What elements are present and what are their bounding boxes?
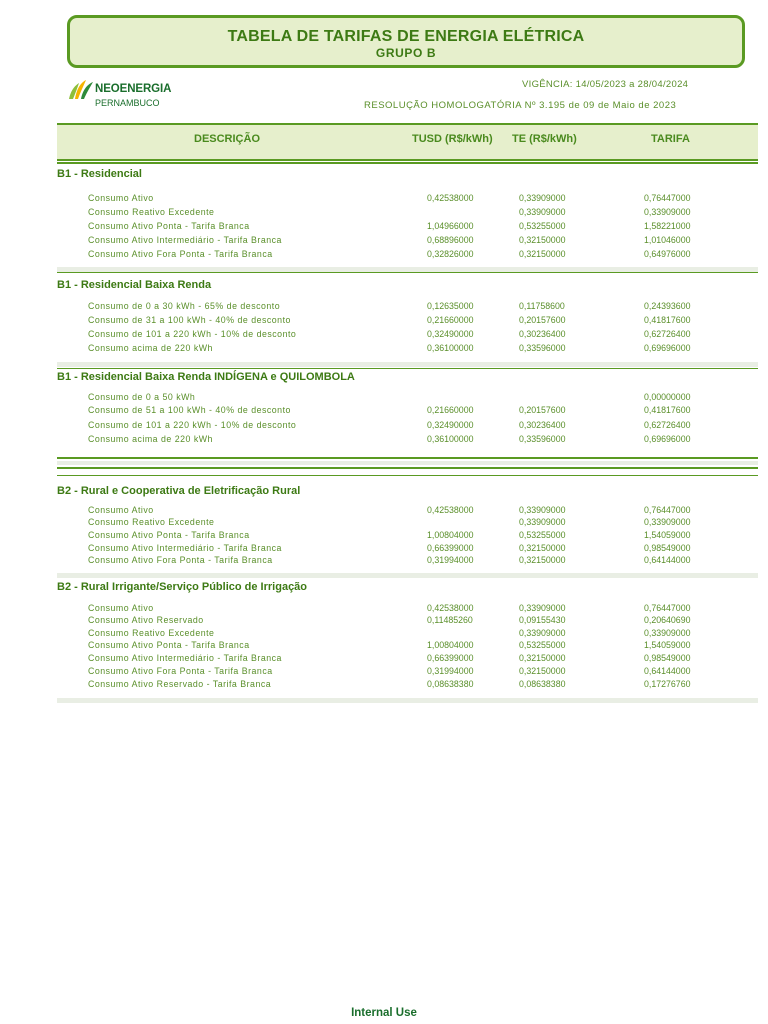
column-header-descricao: DESCRIÇÃO	[194, 133, 261, 145]
row-tarifa: 0,41817600	[644, 405, 691, 415]
table-row	[0, 405, 768, 418]
row-te: 0,30236400	[519, 329, 566, 339]
brand-region: PERNAMBUCO	[95, 98, 160, 108]
group-divider	[57, 457, 758, 459]
row-description: Consumo Ativo Ponta - Tarifa Branca	[88, 221, 250, 231]
row-tarifa: 0,98549000	[644, 653, 691, 663]
row-tusd: 0,32490000	[427, 420, 474, 430]
row-tarifa: 0,69696000	[644, 434, 691, 444]
row-tarifa: 1,54059000	[644, 530, 691, 540]
row-description: Consumo Ativo Ponta - Tarifa Branca	[88, 640, 250, 650]
row-description: Consumo Ativo Ponta - Tarifa Branca	[88, 530, 250, 540]
row-te: 0,53255000	[519, 530, 566, 540]
row-tusd: 0,21660000	[427, 405, 474, 415]
brand-name: NEOENERGIA	[95, 83, 172, 95]
row-te: 0,32150000	[519, 555, 566, 565]
table-row	[0, 249, 768, 262]
row-tarifa: 0,64144000	[644, 555, 691, 565]
row-te: 0,33596000	[519, 343, 566, 353]
row-tarifa: 0,24393600	[644, 301, 691, 311]
row-description: Consumo Ativo	[88, 505, 154, 515]
row-tarifa: 0,33909000	[644, 207, 691, 217]
row-description: Consumo Ativo Fora Ponta - Tarifa Branca	[88, 249, 273, 259]
row-tusd: 1,04966000	[427, 221, 474, 231]
column-header-tarifa: TARIFA	[651, 133, 690, 145]
row-description: Consumo Ativo	[88, 603, 154, 613]
section-title: B1 - Residencial Baixa Renda INDÍGENA e QUILOMBOLA	[57, 371, 355, 383]
row-description: Consumo Ativo Fora Ponta - Tarifa Branca	[88, 666, 273, 676]
row-te: 0,11758600	[519, 301, 565, 311]
row-description: Consumo Ativo Reservado - Tarifa Branca	[88, 679, 272, 689]
row-tarifa: 0,64144000	[644, 666, 691, 676]
row-te: 0,33909000	[519, 517, 566, 527]
column-header-te: TE (R$/kWh)	[512, 133, 577, 145]
row-te: 0,32150000	[519, 653, 566, 663]
group-divider	[57, 467, 758, 469]
row-tarifa: 0,00000000	[644, 392, 691, 402]
section-title: B2 - Rural Irrigante/Serviço Público de Irrigação	[57, 581, 308, 593]
section-title: B2 - Rural e Cooperativa de Eletrificação Rural	[57, 485, 301, 497]
row-description: Consumo de 51 a 100 kWh - 40% de desconto	[88, 405, 291, 415]
row-tarifa: 0,62726400	[644, 420, 691, 430]
row-tarifa: 0,33909000	[644, 628, 691, 638]
row-tarifa: 0,62726400	[644, 329, 691, 339]
row-tusd: 1,00804000	[427, 640, 474, 650]
row-tarifa: 0,76447000	[644, 505, 691, 515]
footer-classification: Internal Use	[351, 1007, 417, 1019]
table-row	[0, 530, 768, 543]
row-te: 0,08638380	[519, 679, 566, 689]
row-description: Consumo de 101 a 220 kWh - 10% de desconto	[88, 420, 297, 430]
table-row	[0, 301, 768, 314]
table-row	[0, 517, 768, 530]
section-band	[57, 573, 758, 578]
leaf-icon	[67, 77, 95, 103]
row-te: 0,33909000	[519, 628, 566, 638]
row-te: 0,32150000	[519, 249, 566, 259]
row-tusd: 0,36100000	[427, 343, 474, 353]
row-tusd: 0,42538000	[427, 193, 474, 203]
row-tusd: 0,08638380	[427, 679, 474, 689]
row-te: 0,30236400	[519, 420, 566, 430]
row-description: Consumo Ativo Reservado	[88, 615, 204, 625]
row-tusd: 0,31994000	[427, 666, 474, 676]
table-row	[0, 193, 768, 206]
row-te: 0,33909000	[519, 207, 566, 217]
row-te: 0,32150000	[519, 666, 566, 676]
row-te: 0,53255000	[519, 221, 566, 231]
row-tusd: 0,42538000	[427, 505, 474, 515]
row-te: 0,53255000	[519, 640, 566, 650]
row-tarifa: 0,17276760	[644, 679, 691, 689]
row-description: Consumo Reativo Excedente	[88, 517, 215, 527]
row-description: Consumo Ativo	[88, 193, 154, 203]
row-tusd: 0,31994000	[427, 555, 474, 565]
row-description: Consumo Ativo Intermediário - Tarifa Branca	[88, 543, 282, 553]
row-te: 0,33596000	[519, 434, 566, 444]
row-description: Consumo Reativo Excedente	[88, 628, 215, 638]
row-tusd: 0,32490000	[427, 329, 474, 339]
table-row	[0, 207, 768, 220]
row-tarifa: 0,98549000	[644, 543, 691, 553]
row-tarifa: 0,33909000	[644, 517, 691, 527]
row-description: Consumo Ativo Intermediário - Tarifa Branca	[88, 653, 282, 663]
row-tusd: 0,68896000	[427, 235, 474, 245]
row-description: Consumo Ativo Fora Ponta - Tarifa Branca	[88, 555, 273, 565]
row-description: Consumo Ativo Intermediário - Tarifa Branca	[88, 235, 282, 245]
table-row	[0, 221, 768, 234]
row-description: Consumo de 31 a 100 kWh - 40% de desconto	[88, 315, 291, 325]
column-header-tusd: TUSD (R$/kWh)	[412, 133, 493, 145]
row-tarifa: 0,76447000	[644, 193, 691, 203]
row-tarifa: 0,20640690	[644, 615, 691, 625]
row-description: Consumo de 101 a 220 kWh - 10% de desconto	[88, 329, 297, 339]
row-tusd: 0,11485260	[427, 615, 473, 625]
row-description: Consumo acima de 220 kWh	[88, 343, 213, 353]
row-tarifa: 0,41817600	[644, 315, 691, 325]
section-divider	[57, 368, 758, 369]
row-tusd: 0,32826000	[427, 249, 474, 259]
section-divider	[57, 272, 758, 273]
table-row	[0, 343, 768, 356]
table-row	[0, 315, 768, 328]
document-title: TABELA DE TARIFAS DE ENERGIA ELÉTRICA	[227, 28, 585, 45]
row-te: 0,33909000	[519, 603, 566, 613]
row-te: 0,33909000	[519, 505, 566, 515]
row-tarifa: 1,58221000	[644, 221, 691, 231]
row-tarifa: 0,76447000	[644, 603, 691, 613]
table-row	[0, 392, 768, 405]
table-row	[0, 555, 768, 568]
table-row	[0, 666, 768, 679]
row-te: 0,32150000	[519, 543, 566, 553]
document-title-box	[67, 15, 745, 68]
section-divider	[57, 162, 758, 164]
document-subtitle: GRUPO B	[375, 46, 437, 60]
group-band	[57, 461, 758, 465]
row-tarifa: 1,01046000	[644, 235, 691, 245]
row-te: 0,20157600	[519, 405, 566, 415]
group-divider	[57, 475, 758, 476]
section-band	[57, 362, 758, 367]
table-row	[0, 420, 768, 433]
table-row	[0, 329, 768, 342]
row-tusd: 0,12635000	[427, 301, 474, 311]
section-title: B1 - Residencial	[57, 168, 142, 180]
row-description: Consumo de 0 a 50 kWh	[88, 392, 196, 402]
table-row	[0, 434, 768, 447]
row-tusd: 1,00804000	[427, 530, 474, 540]
row-tusd: 0,66399000	[427, 543, 474, 553]
row-tusd: 0,36100000	[427, 434, 474, 444]
table-row	[0, 640, 768, 653]
table-end-band	[57, 698, 758, 703]
row-tarifa: 1,54059000	[644, 640, 691, 650]
row-te: 0,33909000	[519, 193, 566, 203]
row-tusd: 0,42538000	[427, 603, 474, 613]
table-row	[0, 235, 768, 248]
row-description: Consumo de 0 a 30 kWh - 65% de desconto	[88, 301, 281, 311]
resolution-reference: RESOLUÇÃO HOMOLOGATÓRIA Nº 3.195 de 09 de Maio de 2023	[364, 100, 677, 111]
row-description: Consumo Reativo Excedente	[88, 207, 215, 217]
validity-period: VIGÊNCIA: 14/05/2023 a 28/04/2024	[522, 79, 689, 90]
row-te: 0,32150000	[519, 235, 566, 245]
table-row	[0, 653, 768, 666]
table-row	[0, 679, 768, 692]
row-te: 0,20157600	[519, 315, 566, 325]
row-tusd: 0,21660000	[427, 315, 474, 325]
row-te: 0,09155430	[519, 615, 566, 625]
table-row	[0, 615, 768, 628]
row-tarifa: 0,64976000	[644, 249, 691, 259]
section-title: B1 - Residencial Baixa Renda	[57, 279, 212, 291]
row-tusd: 0,66399000	[427, 653, 474, 663]
row-description: Consumo acima de 220 kWh	[88, 434, 213, 444]
row-tarifa: 0,69696000	[644, 343, 691, 353]
